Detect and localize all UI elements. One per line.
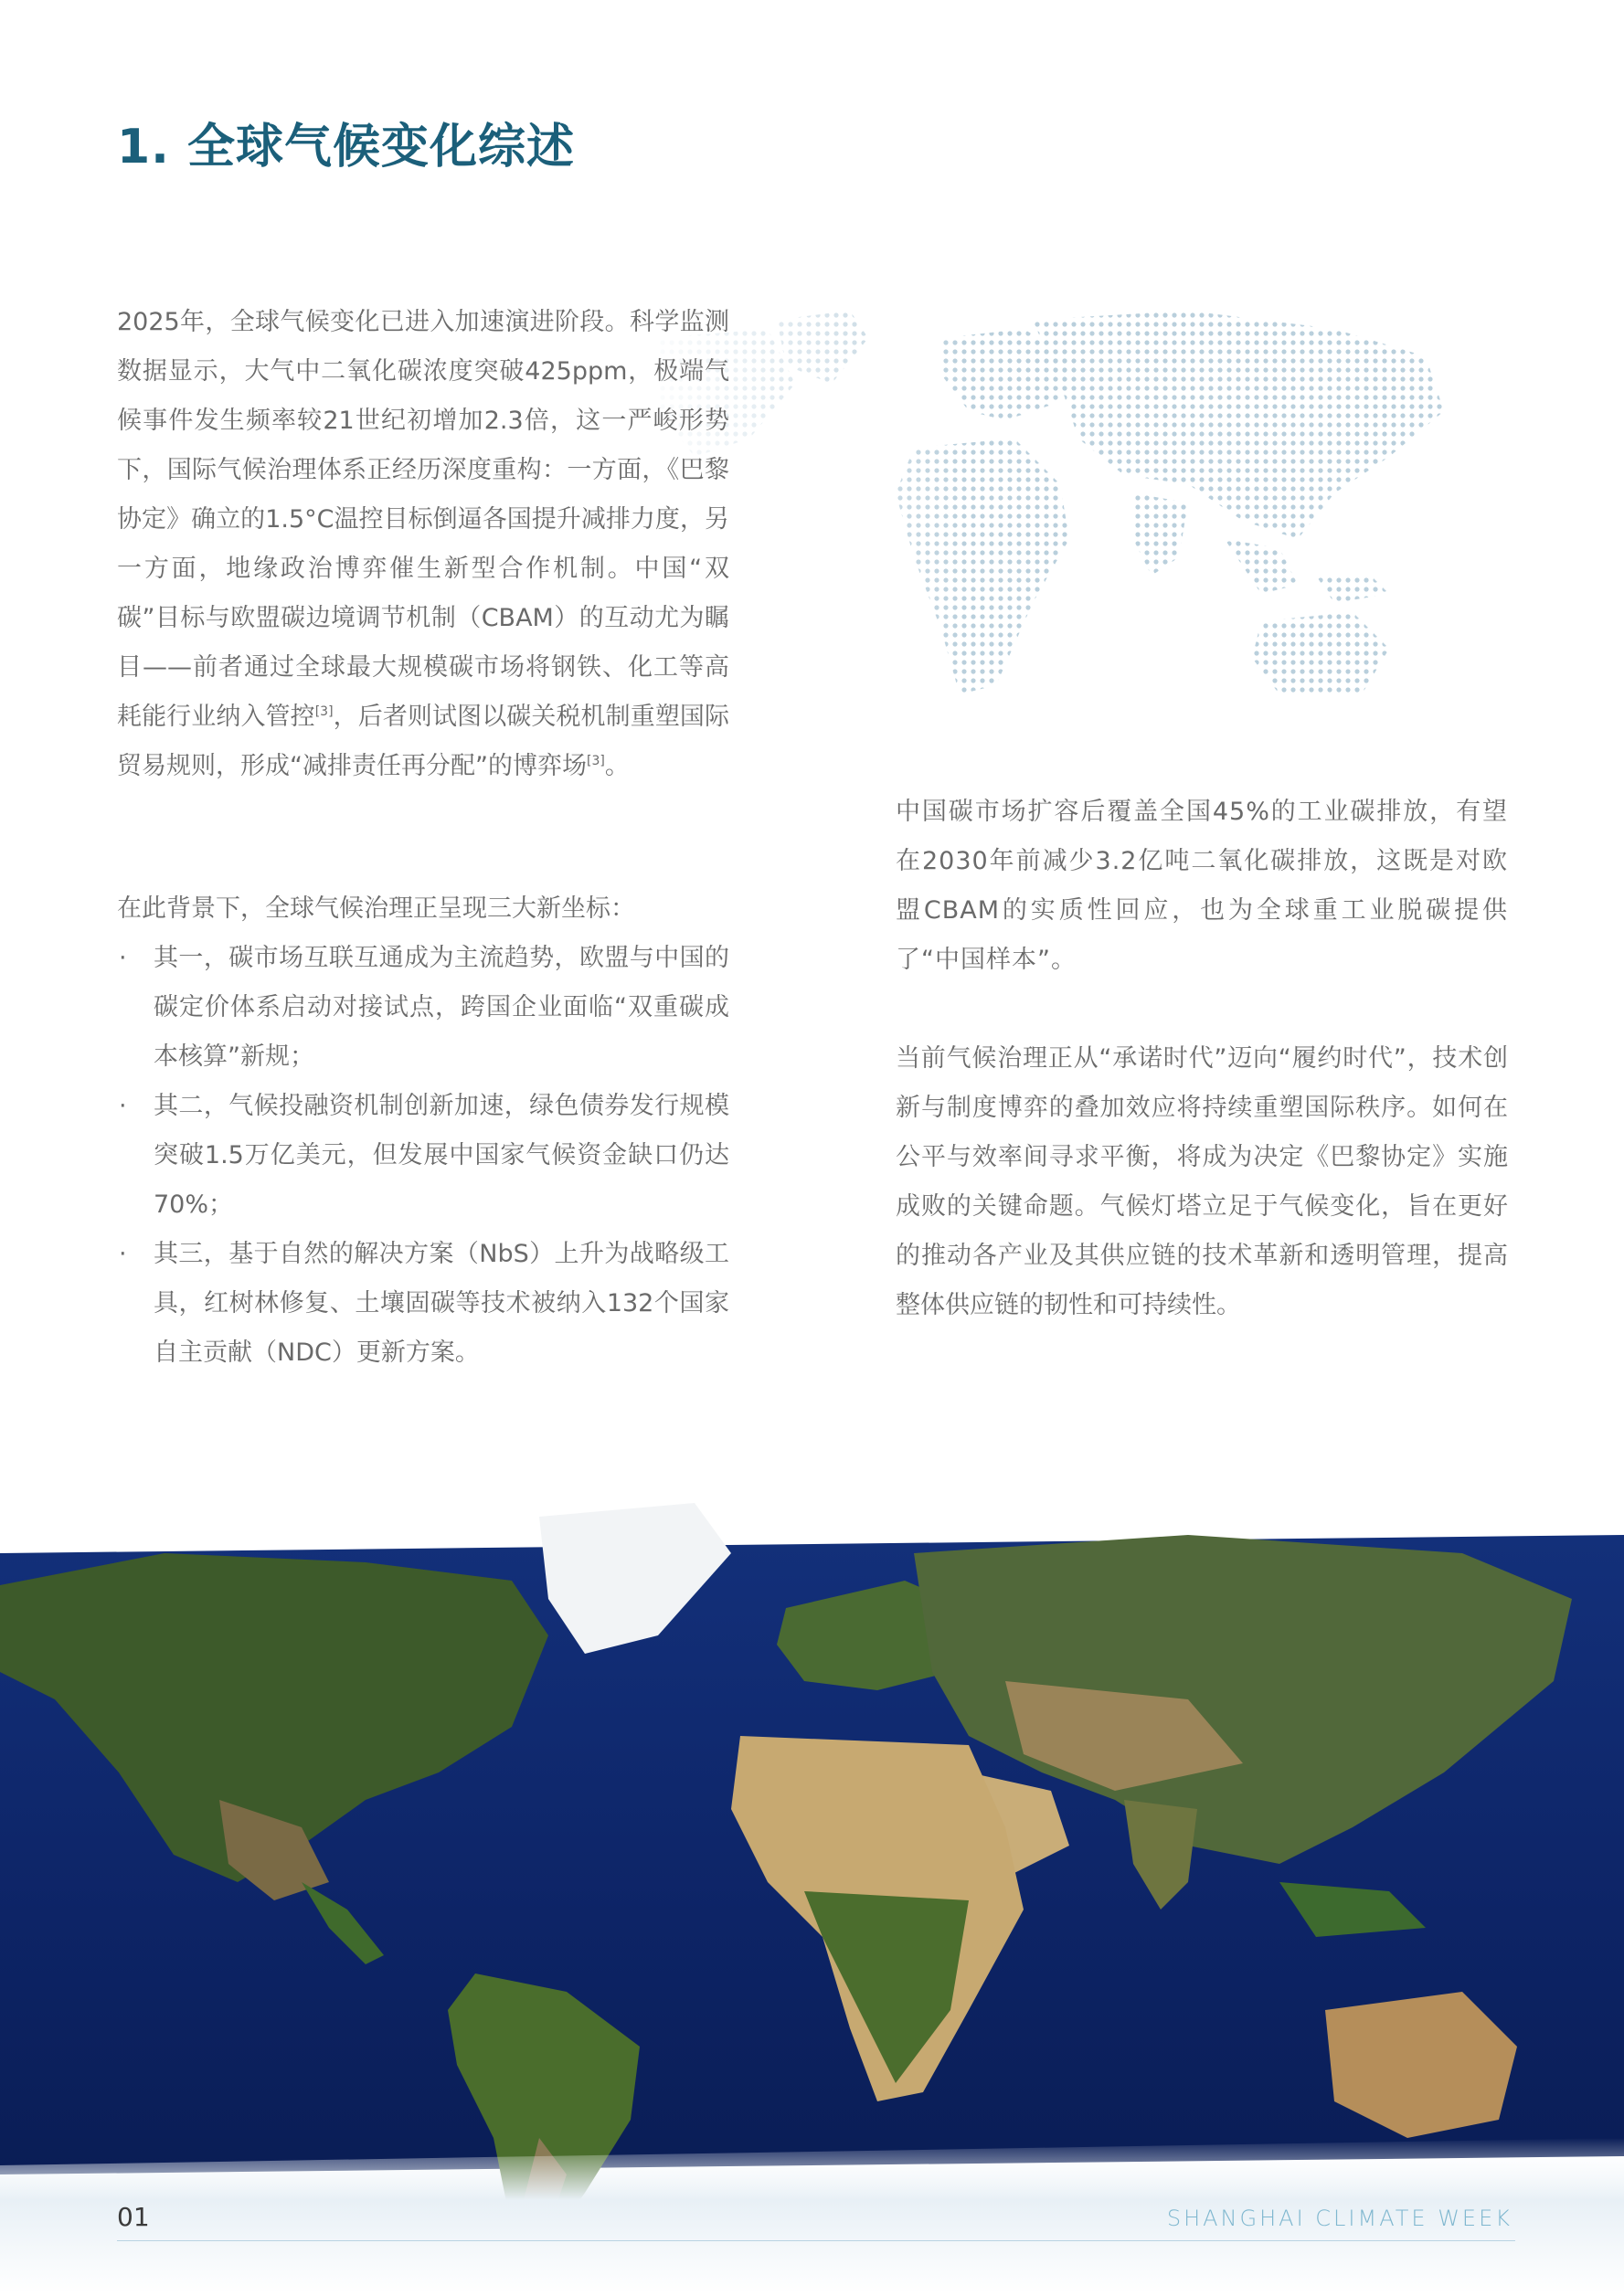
footer-divider <box>117 2240 1515 2241</box>
page-number: 01 <box>117 2202 150 2232</box>
world-satellite-map-image <box>0 1498 1624 2293</box>
intro-paragraph <box>117 298 729 791</box>
brand-wordmark: SHANGHAI CLIMATE WEEK <box>1166 2206 1513 2231</box>
intro-text-part-3: 。 <box>604 752 630 780</box>
coordinates-list <box>117 934 729 1378</box>
right-column <box>896 788 1508 1330</box>
intro-text-part-2: ，后者则试图以碳关税机制重塑国际贸易规则，形成“减排责任再分配”的博弈场 <box>117 703 729 780</box>
bullet-marker: · <box>119 944 127 972</box>
dotted-world-map-graphic <box>640 302 1572 758</box>
bullet-marker: · <box>119 1092 127 1120</box>
governance-paragraph: 当前气候治理正从“承诺时代”迈向“履约时代”，技术创新与制度博弈的叠加效应将持续重塑国际秩序。如何在公平与效率间寻求平衡，将成为决定《巴黎协定》实施成败的关键命题。气候灯塔立足于气候变化，旨在更好的推动各产业及其供应链的技术革新和透明管理，提高整体供应链的韧性和可持续性。 <box>896 1044 1508 1319</box>
intro-column <box>117 298 729 791</box>
list-item-text: 其一，碳市场互联互通成为主流趋势，欧盟与中国的碳定价体系启动对接试点，跨国企业面临“双重碳成本核算”新规； <box>154 944 729 1071</box>
intro-text-part-1: 2025年，全球气候变化已进入加速演进阶段。科学监测数据显示，大气中二氧化碳浓度突破425ppm，极端气候事件发生频率较21世纪初增加2.3倍，这一严峻形势下，国际气候治理体系正经历深度重构：一方面，《巴黎协定》确立的1.5°C温控目标倒逼各国提升减排力度，另一方面，地缘政治博弈催生新型合作机制。中国“双碳”目标与欧盟碳边境调节机制（CBAM）的互动尤为瞩目——前者通过全球最大规模碳市场将钢铁、化工等高耗能行业纳入管控 <box>117 308 729 731</box>
coordinates-lead: 在此背景下，全球气候治理正呈现三大新坐标： <box>117 894 635 923</box>
list-item <box>117 1082 729 1230</box>
list-item <box>117 934 729 1082</box>
citation-ref[interactable]: [3] <box>314 704 334 719</box>
list-item-text: 其三，基于自然的解决方案（NbS）上升为战略级工具，红树林修复、土壤固碳等技术被纳入132个国家自主贡献（NDC）更新方案。 <box>154 1240 729 1367</box>
china-market-paragraph: 中国碳市场扩容后覆盖全国45%的工业碳排放，有望在2030年前减少3.2亿吨二氧化碳排放，这既是对欧盟CBAM的实质性回应，也为全球重工业脱碳提供了“中国样本”。 <box>896 798 1508 974</box>
citation-ref[interactable]: [3] <box>586 754 605 768</box>
coordinates-section <box>117 884 729 1378</box>
list-item-text: 其二，气候投融资机制创新加速，绿色债券发行规模突破1.5万亿美元，但发展中国家气候资金缺口仍达70%； <box>154 1092 729 1219</box>
section-heading: 1. 全球气候变化综述 <box>117 120 576 175</box>
bullet-marker: · <box>119 1240 127 1268</box>
list-item <box>117 1230 729 1378</box>
